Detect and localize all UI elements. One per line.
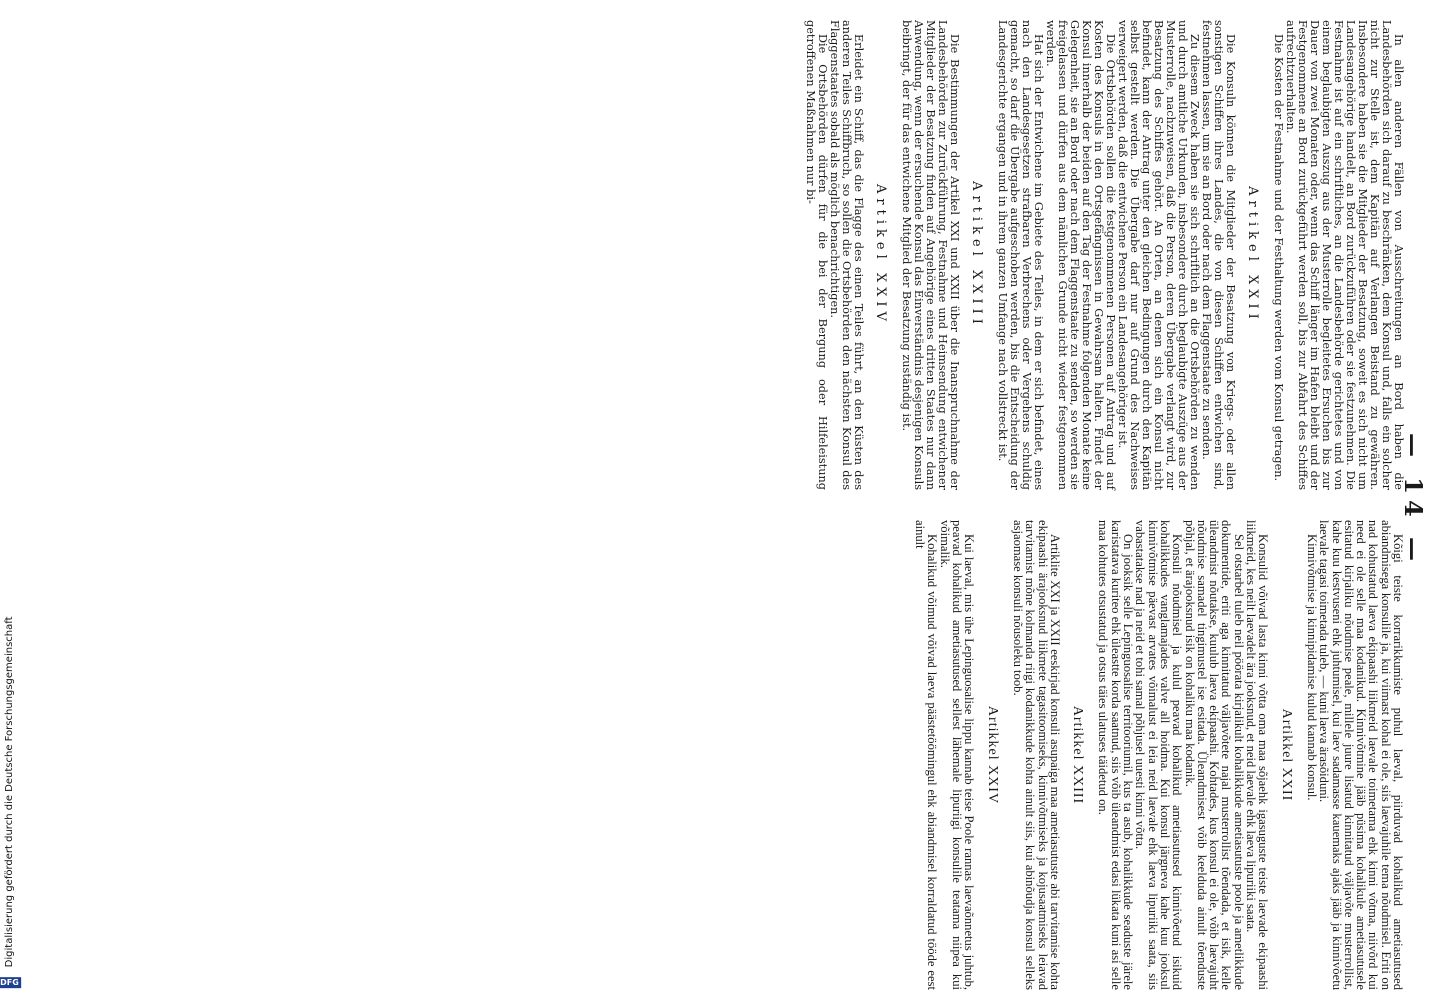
- article-heading: Artikkel XXIV: [984, 705, 1000, 805]
- credit-text: Digitalisierung gefördert durch die Deutsche Forschungsgemeinschaft: [3, 616, 15, 968]
- paragraph: Die Kosten der Festnahme und der Festhaltung werden vom Konsul getragen.: [1272, 34, 1285, 482]
- paragraph: Kõigi teiste korrarikkumiste puhul laeval, piirduvad kohalikud ametiasutused abiandmisega konsulile ja, kui viimast kohal ei ole, siis laevajuhile tema nõudmisel. Eriti on nad kohustatud laeva ekipaashi liikmeid laevale toimetama ehk kinni võtma, niivõrd kui need ei ole selle maa kodanikud. Kinnivõtmine jääb püsima kohalikule ametiasutusele esitatud kirjaliku nõudmise peale, millele juure lisatud kinnitatud väljavõte musterrollist, kahe kuu kestvuseni ehk juhtumisel, kui laev sadamasse kauemaks ajaks jääb ja kinnivõetu laevale tagasi toimetada tuleb, — kuni laeva ärasõiduni.: [1317, 520, 1405, 990]
- article-heading: Artikkel XXII: [1278, 708, 1294, 802]
- credit-strip: [0, 0, 18, 1000]
- paragraph: Kinnivõtmise ja kinnipidamise kulud kannab konsul.: [1304, 534, 1319, 801]
- german-column: [64, 20, 1404, 490]
- dfg-logo: DFG: [0, 977, 20, 988]
- paragraph: Erleidet ein Schiff, das die Flagge des einen Teiles führt, an den Küsten des anderen Teiles Schiffbruch, so sollen die Ortsbehörden den nächsten Konsul des Flaggenstaates sobald als möglich benachrichtigen.: [828, 20, 865, 490]
- paragraph: Die Konsuln können die Mitglieder der Besatzung von Kriegs- oder allen sonstigen Schiffen ihres Landes, die von diesen Schiffen entwichen sind, festnehmen lassen, um sie an Bord oder nach dem Flaggenstaate zu senden.: [1200, 20, 1237, 490]
- article-heading: Artikel XXIV: [873, 184, 888, 326]
- page-number: — 14 —: [1399, 432, 1428, 568]
- article-heading: Artikel XXIII: [969, 181, 984, 329]
- paragraph: Kohalikud võimud võivad laeva päästetöömingul ehk abiandmisel korraldatud tööde eest ainult: [913, 520, 940, 990]
- article-heading: Artikkel XXIII: [1070, 705, 1086, 805]
- estonian-column: [64, 520, 1404, 990]
- paragraph: Kui laeval, mis ühe Lepinguosalise lippu kannab teise Poole rannas laevaõnnetus juhtub, peavad kohalikud ametiasutused sellest lähemale lipuriigi konsulile teatama niipea kui võimalik.: [937, 520, 977, 990]
- paragraph: Zu diesem Zweck haben sie sich schriftlich an die Ortsbehörden zu wenden und durch amtliche Urkunden, insbesondere durch beglaubigte Auszüge aus der Musterrolle, nachzuweisen, daß die Person, deren Übergabe verlangt wird, zur Besatzung des Schiffes gehört. An Orten, an denen sich ein Konsul nicht befindet, kann der Antrag unter den gleichen Bedingungen durch den Kapitän selbst gestellt werden. Die Übergabe darf nur auf Grund des Nachweises verweigert werden, daß die entwichene Person ein Landesangehöriger ist.: [1116, 20, 1201, 490]
- paragraph: Die Ortsbehörden dürfen für die bei der Bergung oder Hilfeleistung getroffenen Maßnahmen nur bi-: [804, 20, 829, 490]
- paragraph: Die Ortsbehörden sollen die festgenommenen Personen auf Antrag und auf Kosten des Konsuls in den Ortsgefängnissen in Gewahrsam halten. Findet der Konsul innerhalb der beiden auf den Tag der Festnahme folgenden Monate keine Gelegenheit, sie an Bord oder nach dem Flaggenstaate zu senden, so werden sie freigelassen und dürfen aus dem nämlichen Grunde nicht wieder festgenommen werden.: [1044, 20, 1117, 490]
- article-heading: Artikel XXII: [1245, 186, 1260, 324]
- paragraph: On jooksik selle Lepinguosalise territooriumil, kus ta asub, kohalikkude seaduste järele karistatava kuriteo ehk üleastte korda saatnud, siis võib üleandmist edasi lükata kuni asi selle maa kohtutes otsustatud ja otsus täies ulatuses täidetud on.: [1096, 520, 1136, 990]
- paragraph: Konsulid võivad lasta kinni võtta oma maa sõjaehk igasuguste teiste laevade ekipaashi liikmeid, kes neilt laevadelt ära jooksnud, et neid laevale ehk laeva lipuriiki saata.: [1244, 520, 1271, 990]
- paragraph: Konsuli nõudmisel ja kulul peavad kohalikud ametiasutused kinnivõetud isikuid kohalikkudes vanglamajades valve all hoidma. Kui konsul järgneva kahe kuu jooksul kinnivõtmise päevast arvates võimalust ei leia neid laevale ehk laeva lipuriiki saata, siis vabastatakse nad ja neid et tohi samal põhjusel uuesti kinni võtta.: [1133, 520, 1185, 990]
- paragraph: Artiklite XXI ja XXII eeskirjad konsuli asupaiga maa ametiasutuste abi tarvitamise kohta ekipaashi ärajooksnud liikmete tagasitoomiseks, kinnivõtmiseks ja kojusaatmiseks leiavad tarvitamist mõne kolmanda riigi kodanikkude kohta ainult siis, kui abinõudja konsul selleks asjaomase konsuli nõusoleku toob.: [1010, 520, 1062, 990]
- paragraph: Sel otstarbel tuleb neil pöörata kirjalikult kohalikkude ametiasutuste poole ja ametlikkude dokumentide, eriti aga kinnitatud väljavõtete najal musterrollist tõendada, et isik, kelle üleandmist nõutakse, kuulub laeva ekipaashi. Kohtades, kus konsul ei ole, võib laevajuht nõudmise samadel tingimustel ise esitada. Üleandmisest võib keelduda ainult tõenduste põhjal, et ärajooksnud isik on kohaliku maa kodanik.: [1182, 520, 1246, 990]
- paragraph: Hat sich der Entwichene im Gebiete des Teiles, in dem er sich befindet, eines nach den Landesgesetzen strafbaren Verbrechens oder Vergehens schuldig gemacht, so darf die Übergabe aufgeschoben werden, bis die Entscheidung der Landesgerichte ergangen und in ihrem ganzen Umfange nach vollstreckt ist.: [996, 20, 1045, 490]
- paragraph: In allen anderen Fällen von Ausschreitungen an Bord haben die Landesbehörden sich darauf zu beschränken, dem Konsul und, falls ein solcher nicht zur Stelle ist, dem Kapitän auf Verlangen Beistand zu gewähren. Insbesondere haben sie die Mitglieder der Besatzung, soweit es sich nicht um Landesangehörige handelt, an Bord zurückzuführen oder sie festzunehmen. Die Festnahme ist auf ein schriftliches, an die Landesbehörde gerichtetes und von einem beglaubigten Auszug aus der Musterrolle begleitetes Ersuchen bis zur Dauer von zwei Monaten oder, wenn das Schiff länger im Hafen bleibt und der Festgenommene an Bord zurückgeführt werden soll, bis zur Abfahrt des Schiffes aufrechtzuerhalten.: [1284, 20, 1405, 490]
- paragraph: Die Bestimmungen der Artikel XXI und XXII über die Inanspruchnahme der Landesbehörden zur Zurückführung, Festnahme und Heimsendung entwichener Mitglieder der Besatzung finden auf Angehörige eines dritten Staates nur dann Anwendung, wenn der ersuchende Konsul das Einverständnis desjenigen Konsuls beibringt, der für das entwichene Mitglied der Besatzung zuständig ist.: [900, 20, 961, 490]
